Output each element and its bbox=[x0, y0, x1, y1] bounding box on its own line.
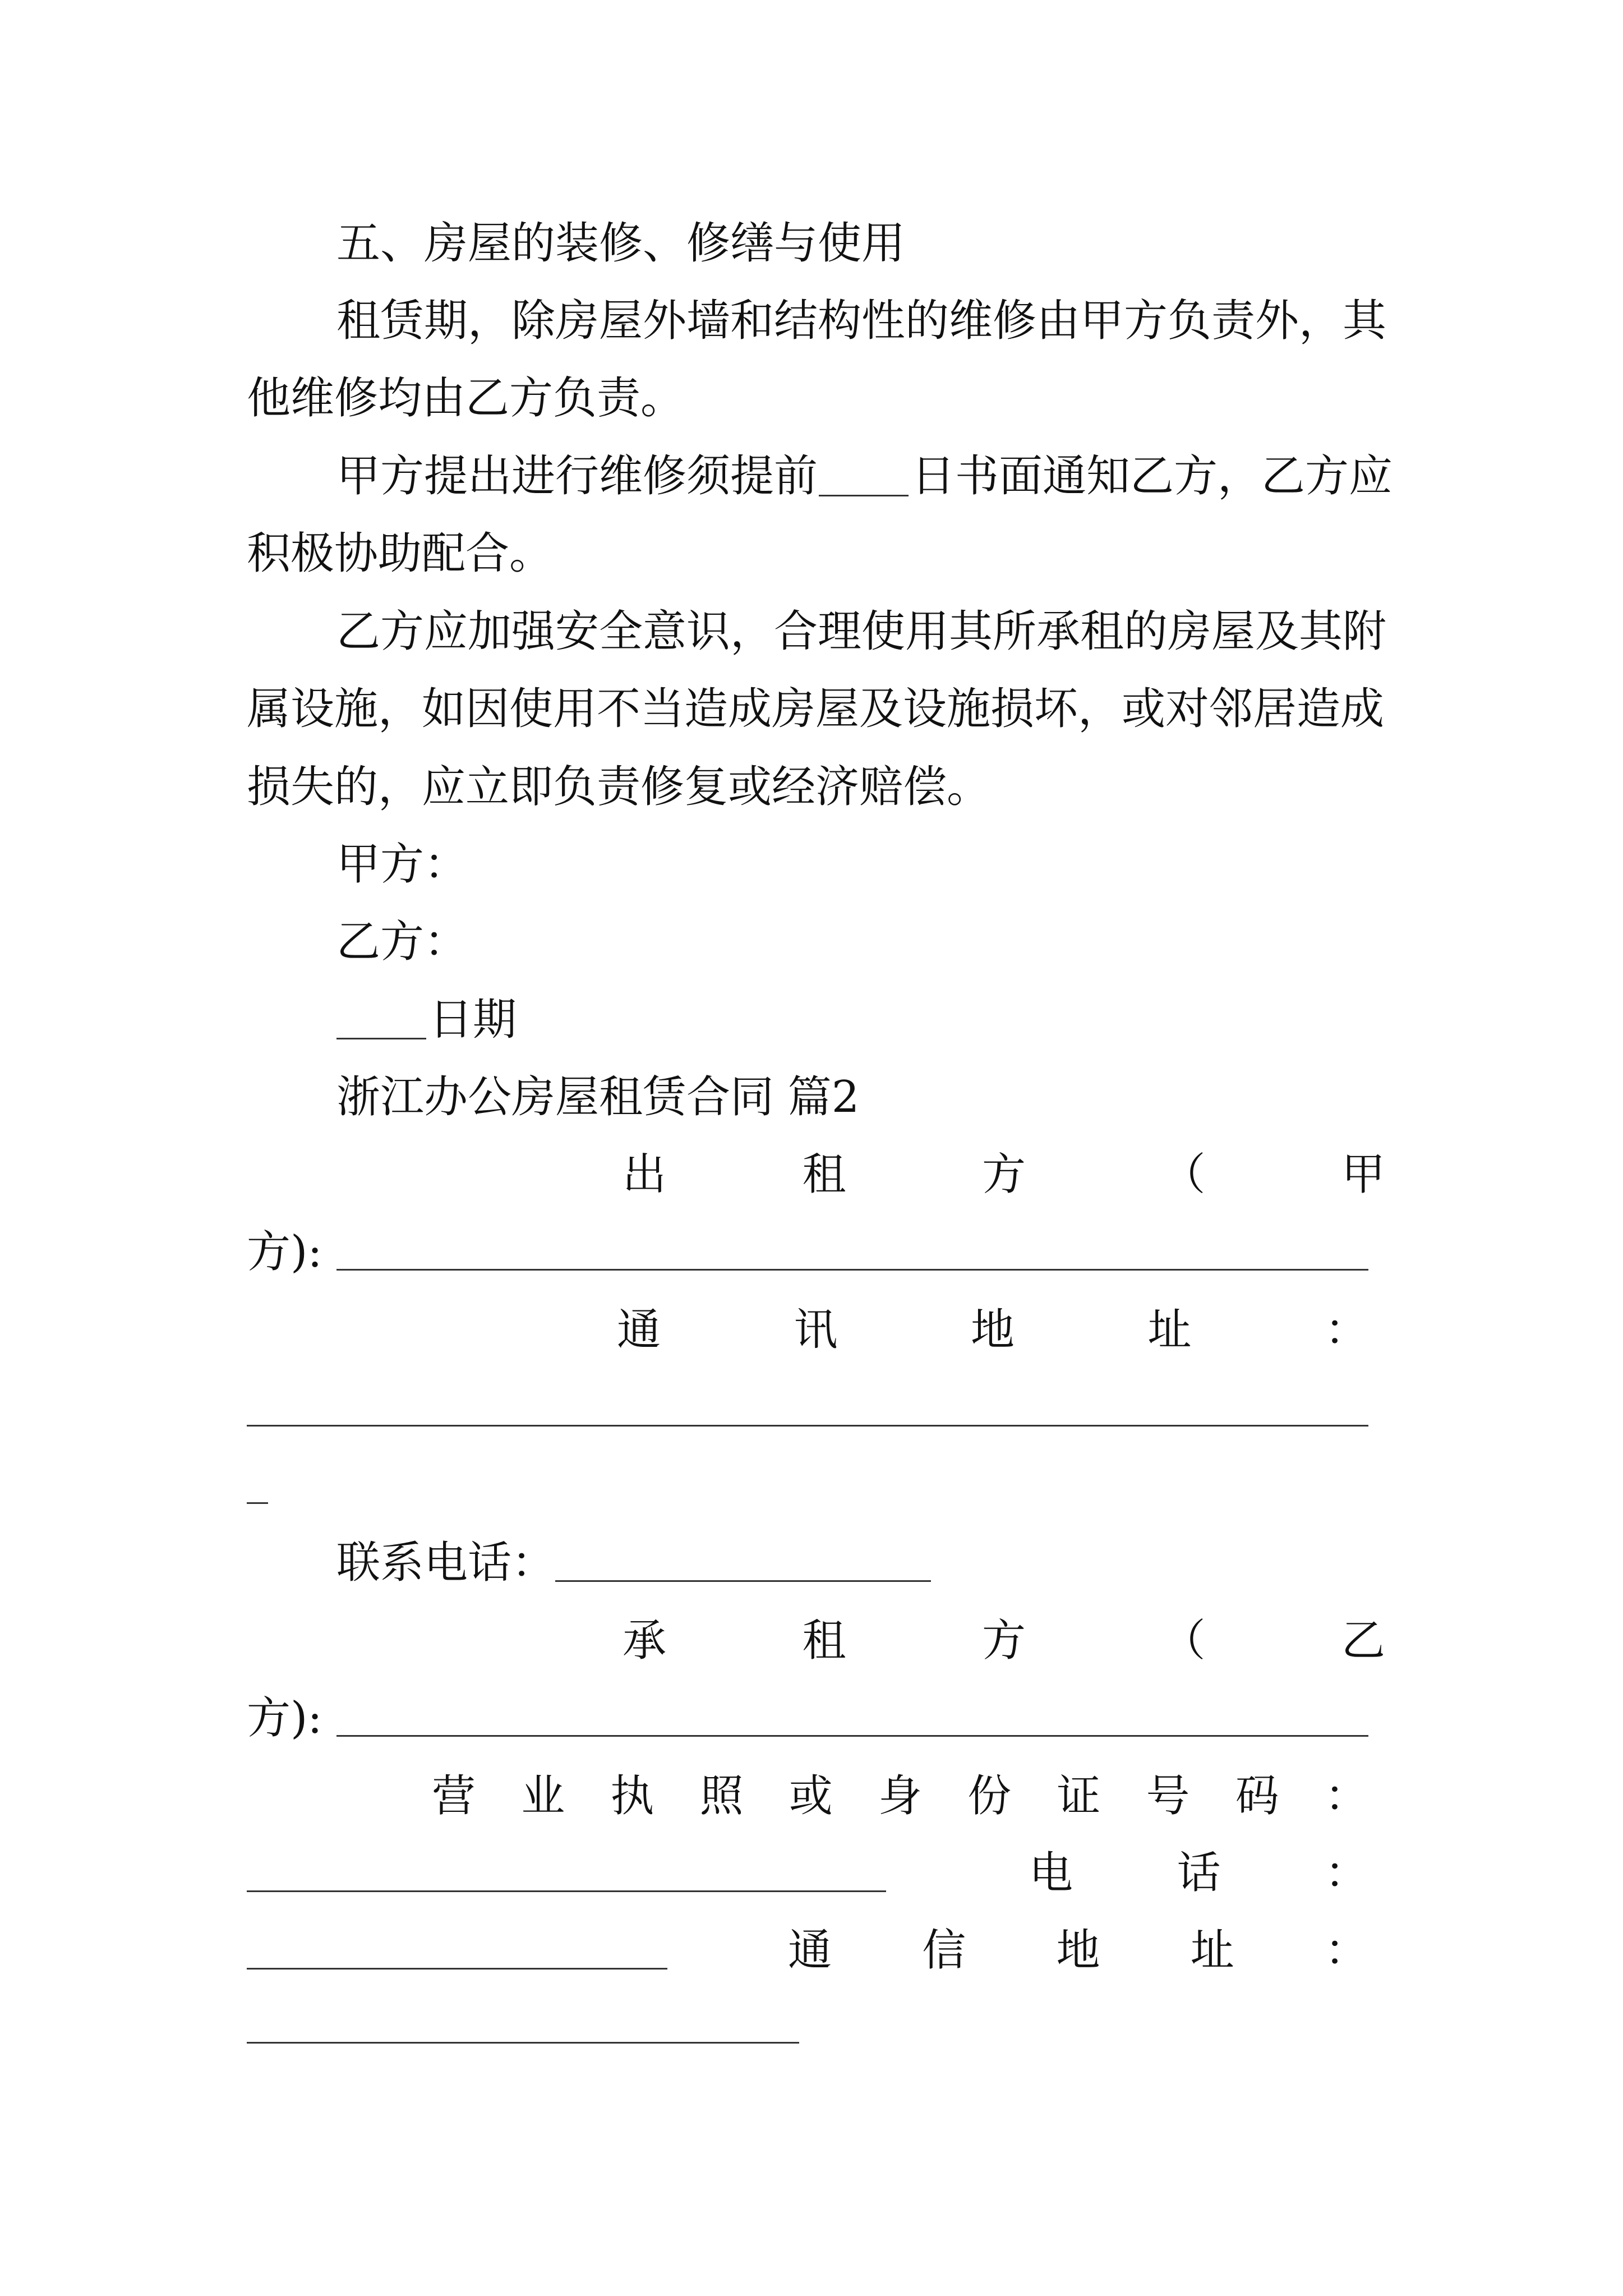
label-char: 照 bbox=[699, 1771, 744, 1821]
paragraph-line: 日书面通知乙方，乙方应 bbox=[911, 451, 1393, 501]
label-char: （ bbox=[1161, 1149, 1206, 1200]
label-char: 址 bbox=[1147, 1305, 1192, 1355]
label-char: 通 bbox=[617, 1305, 661, 1355]
label-char: 方 bbox=[981, 1149, 1026, 1200]
paragraph-line: 乙方应加强安全意识，合理使用其所承租的房屋及其附 bbox=[336, 606, 1387, 657]
label-char: 乙 bbox=[1341, 1616, 1385, 1666]
label-char: ： bbox=[1324, 1771, 1368, 1821]
date-underline bbox=[336, 1038, 426, 1039]
paragraph-line: 租赁期，除房屋外墙和结构性的维修由甲方负责外，其 bbox=[336, 296, 1387, 346]
label-char: 方 bbox=[981, 1616, 1026, 1666]
label-char: （ bbox=[1161, 1616, 1206, 1666]
lessee-license-line bbox=[247, 1890, 886, 1892]
paragraph-line: 他维修均由乙方负责。 bbox=[247, 373, 685, 424]
paragraph-line: 损失的，应立即负责修复或经济赔偿。 bbox=[247, 762, 991, 812]
lessee-phone-line bbox=[247, 1968, 667, 1970]
lessor-label-end: 方): bbox=[247, 1227, 322, 1277]
lessee-label-end: 方): bbox=[247, 1693, 322, 1743]
label-char: ： bbox=[1324, 1305, 1368, 1355]
label-char: 证 bbox=[1057, 1771, 1101, 1821]
date-label: 日期 bbox=[429, 995, 517, 1045]
label-char: 址 bbox=[1190, 1925, 1234, 1976]
label-char: 执 bbox=[610, 1771, 654, 1821]
label-char: 业 bbox=[521, 1771, 565, 1821]
label-char: 出 bbox=[623, 1149, 667, 1200]
label-char: 租 bbox=[802, 1616, 846, 1666]
label-char: 甲 bbox=[1341, 1149, 1385, 1200]
label-char: 话 bbox=[1177, 1848, 1221, 1898]
label-char: 地 bbox=[970, 1305, 1015, 1355]
lessee-address-line bbox=[247, 2042, 799, 2044]
label-char: 份 bbox=[967, 1771, 1012, 1821]
blank-underline bbox=[819, 495, 909, 496]
lessee-phone-row bbox=[1029, 1848, 1368, 1898]
lessor-address-line-tail bbox=[247, 1502, 268, 1504]
lessor-address-row bbox=[617, 1305, 1368, 1355]
label-char: 租 bbox=[802, 1149, 846, 1200]
label-char: 身 bbox=[878, 1771, 922, 1821]
label-char: ： bbox=[1324, 1848, 1368, 1898]
party-a-label: 甲方： bbox=[336, 839, 468, 890]
paragraph-line: 属设施，如因使用不当造成房屋及设施损坏，或对邻居造成 bbox=[247, 684, 1385, 734]
label-char: 信 bbox=[922, 1925, 966, 1976]
section-heading: 五、房屋的装修、修缮与使用 bbox=[336, 218, 906, 269]
label-char: 电 bbox=[1029, 1848, 1073, 1898]
lessor-label-row bbox=[623, 1149, 1385, 1200]
lessor-address-line bbox=[247, 1425, 1368, 1427]
label-char: 营 bbox=[432, 1771, 476, 1821]
lessor-phone-line bbox=[555, 1580, 931, 1582]
label-char: ： bbox=[1324, 1925, 1368, 1976]
label-char: 通 bbox=[788, 1925, 832, 1976]
label-char: 承 bbox=[623, 1616, 667, 1666]
label-char: 号 bbox=[1146, 1771, 1190, 1821]
lessor-name-line bbox=[336, 1269, 1368, 1271]
paragraph-line: 积极协助配合。 bbox=[247, 528, 554, 579]
lessor-phone-label: 联系电话： bbox=[336, 1538, 556, 1588]
label-char: 或 bbox=[789, 1771, 833, 1821]
lessee-name-line bbox=[336, 1735, 1368, 1737]
label-char: 码 bbox=[1235, 1771, 1279, 1821]
label-char: 地 bbox=[1056, 1925, 1100, 1976]
paragraph-line: 甲方提出进行维修须提前 bbox=[336, 451, 818, 501]
lessee-address-row bbox=[788, 1925, 1368, 1976]
section-title: 浙江办公房屋租赁合同 篇2 bbox=[336, 1072, 860, 1122]
lessee-label-row bbox=[623, 1616, 1385, 1666]
lessee-license-row bbox=[432, 1771, 1368, 1821]
label-char: 讯 bbox=[794, 1305, 838, 1355]
party-b-label: 乙方： bbox=[336, 917, 468, 967]
